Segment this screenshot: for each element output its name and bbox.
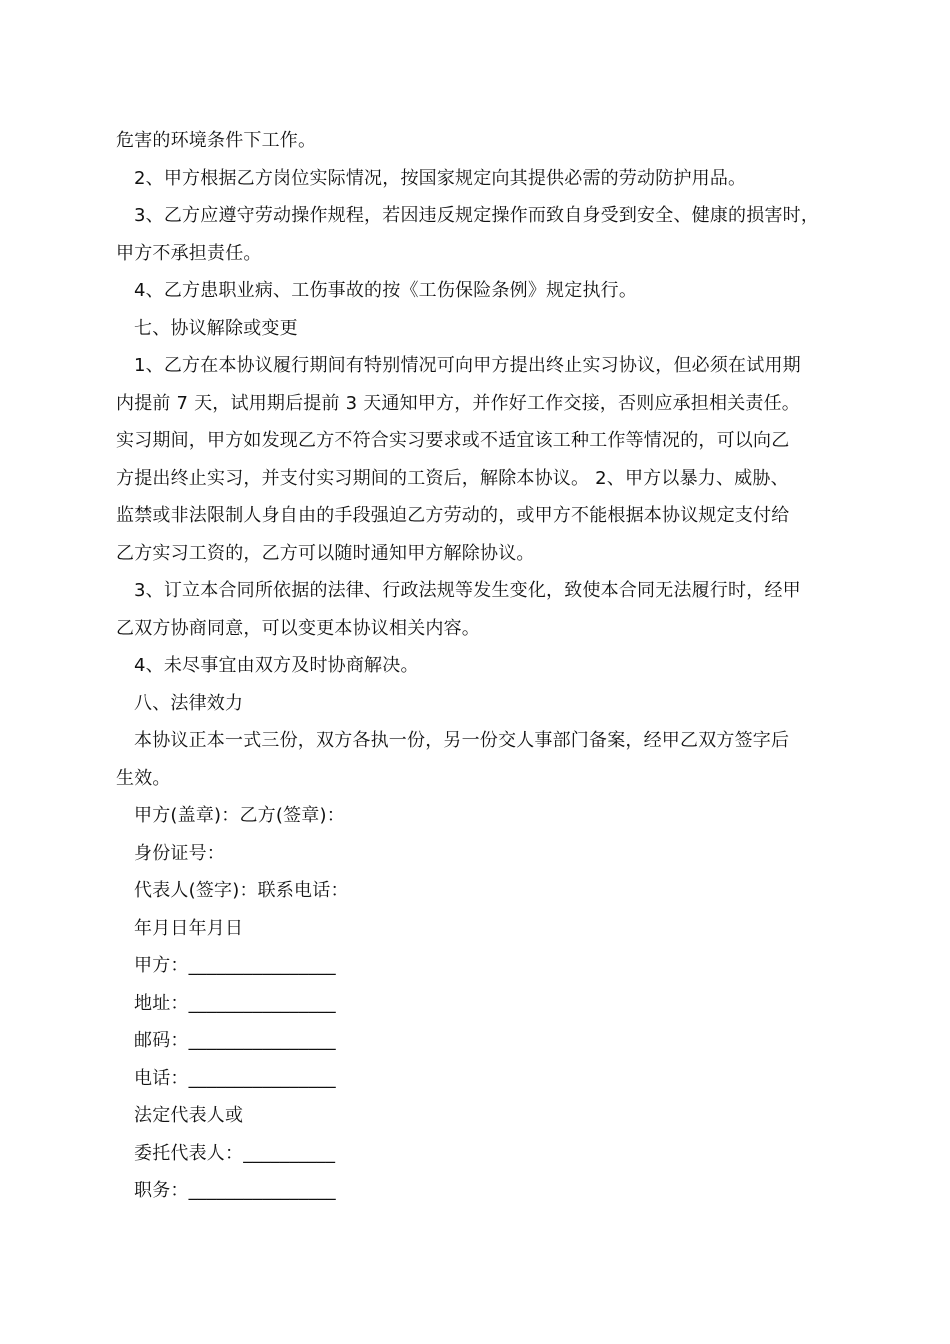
document-body [116, 122, 838, 1210]
document-line: 1、乙方在本协议履行期间有特别情况可向甲方提出终止实习协议，但必须在试用期 [134, 355, 801, 376]
document-line: 监禁或非法限制人身自由的手段强迫乙方劳动的，或甲方不能根据本协议规定支付给 [116, 505, 790, 526]
document-line: 方提出终止实习，并支付实习期间的工资后，解除本协议。 2、甲方以暴力、威胁、 [116, 467, 789, 489]
document-line: 委托代表人：__________ [134, 1142, 336, 1164]
document-line: 3、订立本合同所依据的法律、行政法规等发生变化，致使本合同无法履行时，经甲 [134, 580, 801, 601]
document-line: 八、法律效力 [134, 692, 244, 714]
document-line: 本协议正本一式三份，双方各执一份，另一份交人事部门备案，经甲乙双方签字后 [134, 730, 790, 751]
document-line: 4、未尽事宜由双方及时协商解决。 [134, 655, 419, 676]
document-line: 年月日年月日 [134, 917, 244, 939]
document-line: 3、乙方应遵守劳动操作规程，若因违反规定操作而致自身受到安全、健康的损害时， [134, 205, 820, 226]
document-line: 内提前 7 天，试用期后提前 3 天通知甲方，并作好工作交接，否则应承担相关责任。 [116, 392, 800, 414]
document-line: 实习期间，甲方如发现乙方不符合实习要求或不适宜该工种工作等情况的，可以向乙 [116, 430, 790, 451]
document-line: 甲方：________________ [134, 955, 336, 976]
document-line: 生效。 [116, 767, 171, 789]
document-line: 乙方实习工资的，乙方可以随时通知甲方解除协议。 [116, 542, 535, 564]
document-line: 乙双方协商同意，可以变更本协议相关内容。 [116, 617, 480, 639]
document-line: 甲方(盖章)：乙方(签章)： [134, 805, 345, 826]
document-line: 地址：________________ [134, 992, 336, 1014]
document-line: 邮码：________________ [134, 1030, 336, 1051]
document-line: 法定代表人或 [134, 1105, 244, 1126]
document-line: 2、甲方根据乙方岗位实际情况，按国家规定向其提供必需的劳动防护用品。 [134, 167, 747, 189]
document-line: 七、协议解除或变更 [134, 317, 298, 339]
document-line: 甲方不承担责任。 [116, 242, 262, 264]
document-line: 职务：________________ [134, 1180, 336, 1201]
document-line: 4、乙方患职业病、工伤事故的按《工伤保险条例》规定执行。 [134, 280, 638, 301]
document-line: 危害的环境条件下工作。 [116, 130, 317, 151]
document-line: 身份证号： [134, 842, 225, 864]
document-line: 电话：________________ [134, 1067, 336, 1089]
document-line: 代表人(签字)：联系电话： [134, 880, 349, 901]
